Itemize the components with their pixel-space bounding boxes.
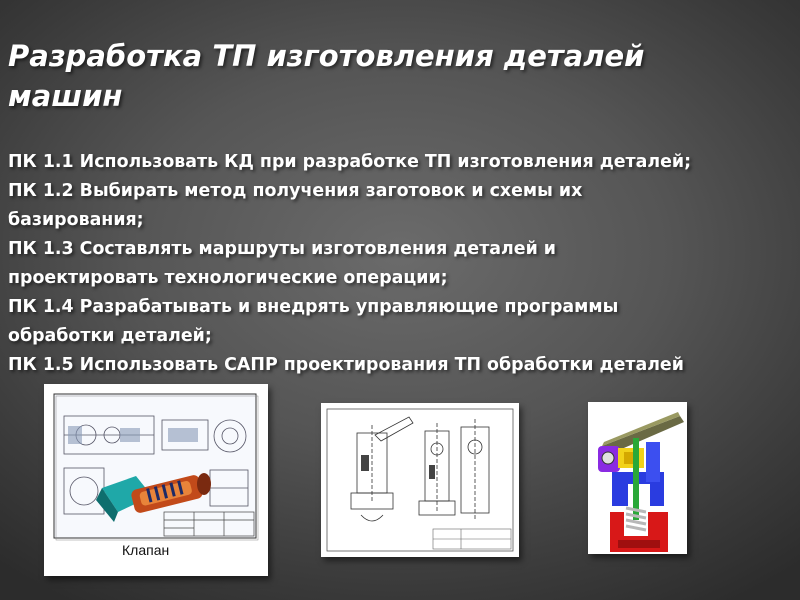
section-model-image	[588, 402, 687, 554]
competency-list	[8, 148, 788, 380]
competency-line: проектировать технологические операции;	[8, 268, 448, 288]
competency-line: ПК 1.4 Разрабатывать и внедрять управляющие программы	[8, 297, 619, 317]
competency-line: ПК 1.2 Выбирать метод получения заготовок и схемы их	[8, 181, 583, 201]
valve-drawing-image	[44, 384, 268, 576]
valve-caption: Клапан	[122, 542, 170, 558]
competency-line: обработки деталей;	[8, 326, 212, 346]
competency-line: ПК 1.5 Использовать САПР проектирования ТП обработки деталей	[8, 355, 684, 375]
competency-line: ПК 1.1 Использовать КД при разработке ТП изготовления деталей;	[8, 152, 692, 172]
technical-drawing-image	[321, 403, 519, 557]
technical-drawing-illustration	[321, 403, 519, 557]
competency-line: базирования;	[8, 210, 144, 230]
competency-line: ПК 1.3 Составлять маршруты изготовления деталей и	[8, 239, 556, 259]
section-model-illustration	[588, 402, 687, 554]
slide-title: Разработка ТП изготовления деталей машин	[8, 39, 645, 113]
